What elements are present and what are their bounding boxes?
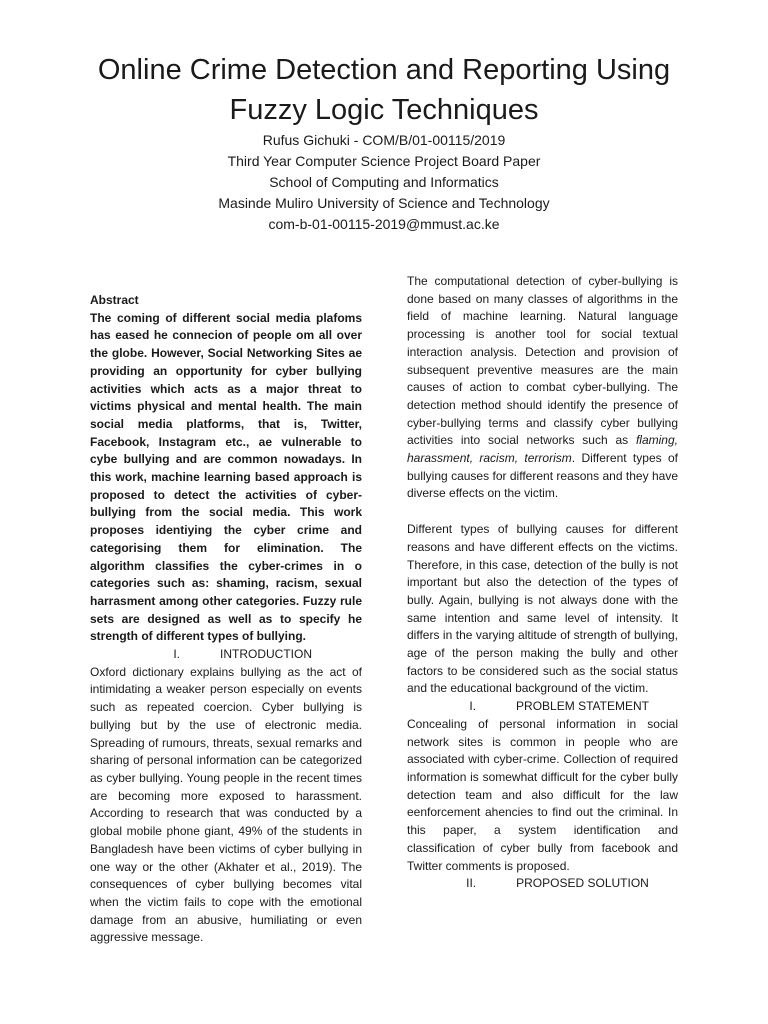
university-line: Masinde Muliro University of Science and Technology <box>218 195 550 211</box>
right-paragraph-1 <box>407 273 678 503</box>
right-paragraph-2: Different types of bullying causes for different reasons and have different effects on the victims. Therefore, in this case, detection of the bully is not important but also the detection of the types of bully. Again, bullying is not always done with the same intention and same level of intensity. It differs in the varying altitude of strength of bullying, age of the person making the bully and other factors to be considered such as the social status and the educational background of the victim. <box>407 522 678 696</box>
problem-statement-title: PROBLEM STATEMENT <box>516 699 649 714</box>
email-line: com-b-01-00115-2019@mmust.ac.ke <box>268 216 500 232</box>
abstract-body: The coming of different social media plafoms has eased he connecion of people om all over the globe. However, Social Networking Sites ae providing an opportunity for cyber bullying activities which acts as a major threat to victims physical and mental health. The main social media platforms, that is, Twitter, Facebook, Instagram etc., ae vulnerable to cybe bullying and are common nowadays. In this work, machine learning based approach is proposed to detect the activities of cyber-bullying from the social media. This work proposes identiying the cyber crime and categorising them for elimination. The algorithm classifies the cyber-crimes in o categories such as: shaming, racism, sexual harrasment among other categories. Fuzzy rule sets are designed as well as to specify he strength of different types of bullying. <box>90 310 362 644</box>
author-line: Rufus Gichuki - COM/B/01-00115/2019 <box>262 132 506 148</box>
paper-title: Online Crime Detection and Reporting Using Fuzzy Logic Techniques <box>97 54 671 126</box>
introduction-title: INTRODUCTION <box>220 647 312 662</box>
board-line: Third Year Computer Science Project Board Paper <box>227 153 541 169</box>
proposed-solution-title: PROPOSED SOLUTION <box>516 876 649 891</box>
problem-statement-body: Concealing of personal information in social network sites is common in people who are associated with cyber-crime. Collection of required information is somewhat difficult for the cyber bully detection team and also difficult for the law eenforcement ahencies to find out the criminal. In this paper, a system identification and classification of cyber bully from facebook and Twitter comments is proposed. <box>407 716 678 873</box>
problem-statement-number: I. <box>469 699 477 714</box>
problem-statement-heading <box>407 698 678 716</box>
abstract-heading: Abstract <box>90 293 139 307</box>
right-paragraph-1-start: The computational detection of cyber-bullying is done based on many classes of algorithms in the field of machine learning. Natural language processing is another tool for social textual interaction analysis. Detection and provision of subsequent preventive measures are the main causes of action to combat cyber-bullying. The detection method should identify the presence of cyber-bullying terms and classify cyber bullying activities into social networks such as <box>407 274 678 448</box>
introduction-body: Oxford dictionary explains bullying as the act of intimidating a weaker person especially on events such as repeated coercion. Cyber bullying is bullying but by the use of electronic media. Spreading of rumours, threats, sexual remarks and sharing of personal information can be categorized as cyber bullying. Young people in the recent times are becoming more exposed to harassment. According to research that was conducted by a global mobile phone giant, 49% of the students in Bangladesh have been victims of cyber bullying in one way or the other (Akhater et al., 2019). The consequences of cyber bullying becomes vital when the victim fails to cope with the emotional damage from an abusive, humiliating or even aggressive message. <box>90 664 362 945</box>
right-paragraph-1-end: . Different types of bullying causes for different reasons and they have diverse effects on the victim. <box>407 451 678 501</box>
proposed-solution-heading <box>407 875 678 893</box>
introduction-number: I. <box>173 647 180 662</box>
paragraph-gap <box>407 503 678 521</box>
introduction-heading <box>90 646 362 664</box>
left-column <box>90 292 362 947</box>
proposed-solution-number: II. <box>466 876 477 891</box>
right-paragraph-1-italic: flaming, harassment, racism, terrorism <box>407 433 678 466</box>
right-column <box>407 273 678 893</box>
school-line: School of Computing and Informatics <box>269 174 499 190</box>
paper-header <box>0 50 768 235</box>
